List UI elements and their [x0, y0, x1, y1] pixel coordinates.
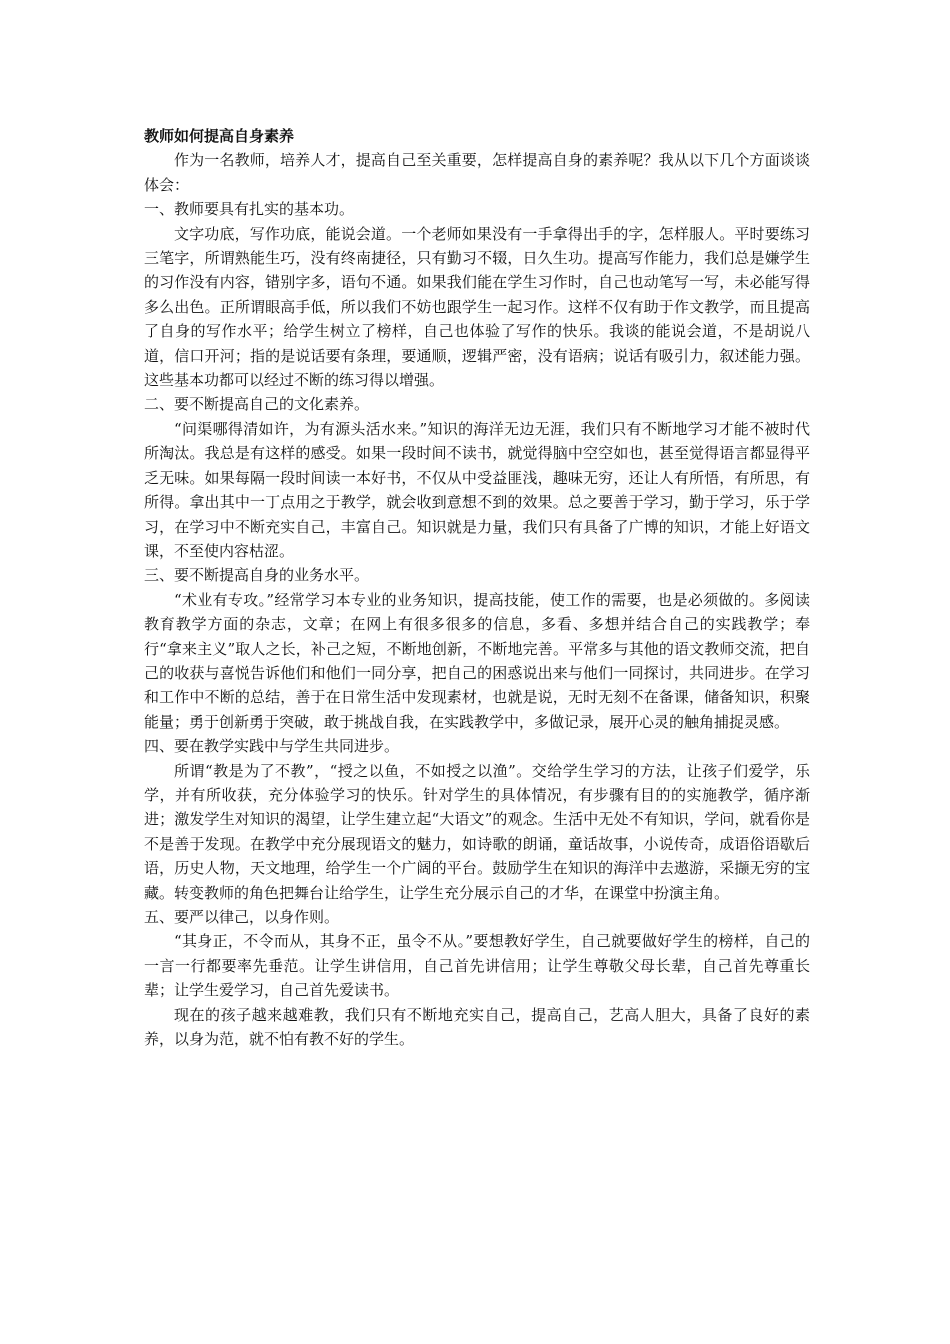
- section-2-paragraph: “问渠哪得清如许，为有源头活水来。”知识的海洋无边无涯，我们只有不断地学习才能不被时代所淘汰。我总是有这样的感受。如果一段时间不读书，就觉得脑中空空如也，甚至觉得语言都显得平乏无味。如果每隔一段时间读一本好书，不仅从中受益匪浅，趣味无穷，还让人有所悟，有所思，有所得。拿出其中一丁点用之于教学，就会收到意想不到的效果。总之要善于学习，勤于学习，乐于学习，在学习中不断充实自己，丰富自己。知识就是力量，我们只有具备了广博的知识，才能上好语文课，不至使内容枯涩。: [144, 419, 810, 560]
- section-5-paragraph: “其身正，不令而从，其身不正，虽令不从。”要想教好学生，自己就要做好学生的榜样，自己的一言一行都要率先垂范。让学生讲信用，自己首先讲信用；让学生尊敬父母长辈，自己首先尊重长辈；让学生爱学习，自己首先爱读书。: [144, 932, 810, 1000]
- section-5-heading: 五、要严以律己，以身作则。: [144, 908, 340, 926]
- section-3-paragraph: “术业有专攻。”经常学习本专业的业务知识，提高技能，使工作的需要，也是必须做的。多阅读教育教学方面的杂志，文章；在网上有很多很多的信息，多看、多想并结合自己的实践教学；奉行“拿来主义”取人之长，补己之短，不断地创新，不断地完善。平常多与其他的语文教师交流，把自己的收获与喜悦告诉他们和他们一同分享，把自己的困惑说出来与他们一同探讨，共同进步。在学习和工作中不断的总结，善于在日常生活中发现素材，也就是说，无时无刻不在备课，储备知识，积聚能量；勇于创新勇于突破，敢于挑战自我，在实践教学中，多做记录，展开心灵的触角捕捉灵感。: [144, 590, 810, 731]
- conclusion-paragraph: 现在的孩子越来越难教，我们只有不断地充实自己，提高自己，艺高人胆大，具备了良好的素养，以身为范，就不怕有教不好的学生。: [144, 1005, 810, 1049]
- document-title: 教师如何提高自身素养: [144, 127, 295, 145]
- section-2-heading: 二、要不断提高自己的文化素养。: [144, 395, 370, 414]
- intro-paragraph: 作为一名教师，培养人才，提高自己至关重要，怎样提高自身的素养呢？我从以下几个方面谈谈体会：: [144, 151, 810, 194]
- document-body: [144, 124, 810, 1051]
- section-3-heading: 三、要不断提高自身的业务水平。: [144, 566, 370, 585]
- section-4-paragraph: 所谓“教是为了不教”，“授之以鱼，不如授之以渔”。交给学生学习的方法，让孩子们爱学，乐学，并有所收获，充分体验学习的快乐。针对学生的具体情况，有步骤有目的的实施教学，循序渐进；激发学生对知识的渴望，让学生建立起“大语文”的观念。生活中无处不有知识，学问，就看你是不是善于发现。在教学中充分展现语文的魅力，如诗歌的朗诵，童话故事，小说传奇，成语俗语歇后语，历史人物，天文地理，给学生一个广阔的平台。鼓励学生在知识的海洋中去遨游，采撷无穷的宝藏。转变教师的角色把舞台让给学生，让学生充分展示自己的才华，在课堂中扮演主角。: [144, 761, 810, 902]
- section-1-heading: 一、教师要具有扎实的基本功。: [144, 200, 355, 219]
- section-1-paragraph: 文字功底，写作功底，能说会道。一个老师如果没有一手拿得出手的字，怎样服人。平时要练习三笔字，所谓熟能生巧，没有终南捷径，只有勤习不辍，日久生功。提高写作能力，我们总是嫌学生的习作没有内容，错别字多，语句不通。如果我们能在学生习作时，自己也动笔写一写，未必能写得多么出色。正所谓眼高手低，所以我们不妨也跟学生一起习作。这样不仅有助于作文教学，而且提高了自身的写作水平；给学生树立了榜样，自己也体验了写作的快乐。我谈的能说会道，不是胡说八道，信口开河；指的是说话要有条理，要通顺，逻辑严密，没有语病；说话有吸引力，叙述能力强。这些基本功都可以经过不断的练习得以增强。: [144, 224, 810, 390]
- section-4-heading: 四、要在教学实践中与学生共同进步。: [144, 737, 400, 756]
